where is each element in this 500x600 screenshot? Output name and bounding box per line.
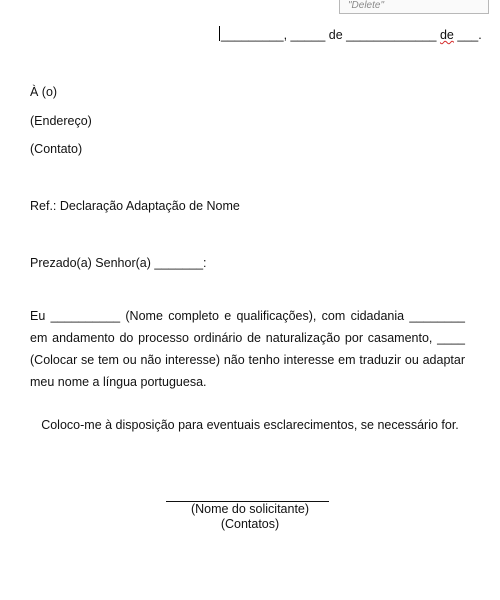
signature-contacts: (Contatos) [220,517,280,531]
date-line [221,28,482,42]
reference-line: Ref.: Declaração Adaptação de Nome [30,199,240,213]
recipient-to: À (o) [30,85,58,99]
signature-name: (Nome do solicitante) [190,502,310,516]
salutation: Prezado(a) Senhor(a) _______: [30,256,207,270]
spellcheck-word[interactable]: de [439,28,454,42]
recipient-contact: (Contato) [30,142,83,156]
date-line-end: ___. [453,28,482,42]
comment-note[interactable] [339,0,489,14]
body-paragraph: Eu __________ (Nome completo e qualificações), com cidadania ________ em andamento do processo ordinário de naturalização por casamento, ____ (Colocar se tem ou não interesse) não tenho interesse em traduzir ou adaptar meu nome a língua portuguesa. [30,309,465,389]
comment-note-text: "Delete" [348,0,385,11]
closing-line: Coloco-me à disposição para eventuais esclarecimentos, se necessário for. [41,418,459,432]
date-line-start: _________, _____ de _____________ [221,28,440,42]
text-cursor [219,26,220,41]
recipient-address: (Endereço) [30,114,92,128]
